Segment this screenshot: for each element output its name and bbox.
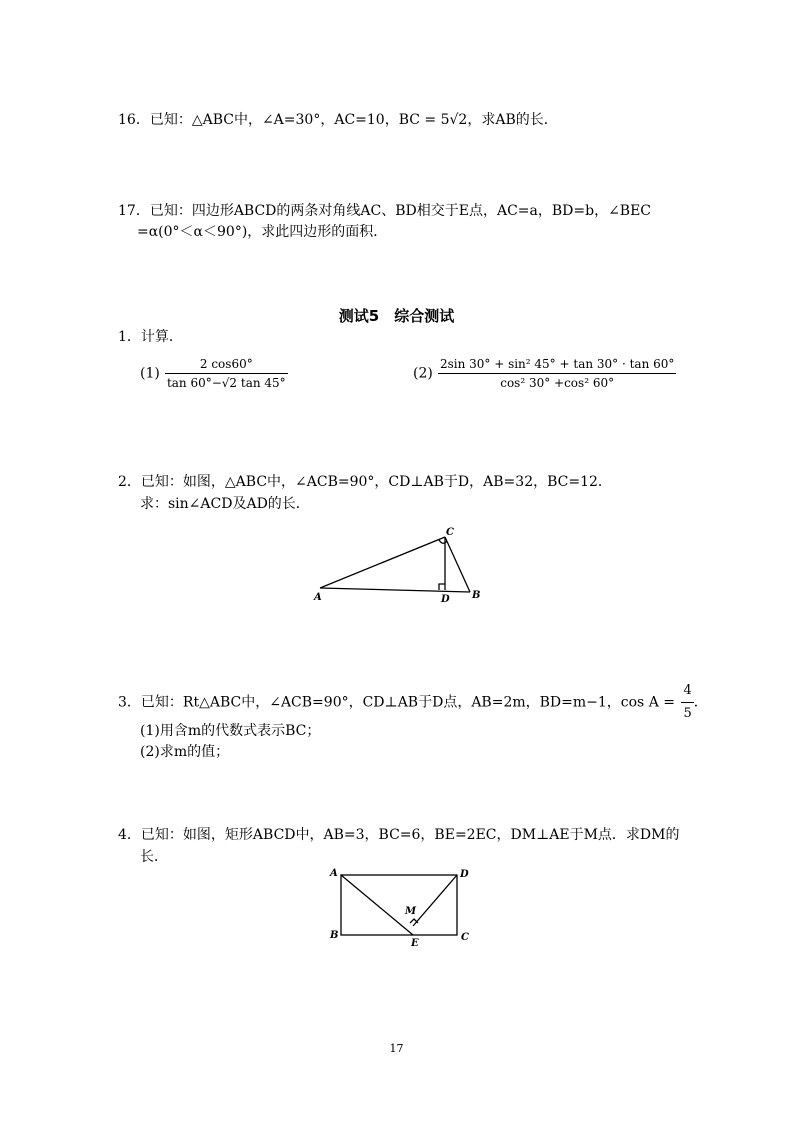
- section-title: 测试5 综合测试: [338, 307, 455, 325]
- label-m: M: [405, 906, 417, 917]
- question-3-sub2: (2)求m的值；: [140, 744, 230, 760]
- part1-denominator: tan 60°−√2 tan 45°: [166, 376, 286, 390]
- segment-ab: [320, 588, 470, 592]
- part2-denominator: cos² 30° +cos² 60°: [500, 376, 615, 390]
- label-d: D: [441, 594, 450, 605]
- question-4-line1: 4．已知：如图，矩形ABCD中，AB=3，BC=6，BE=2EC，DM⊥AE于M点．求DM的: [118, 827, 680, 843]
- question-3-end: ．: [693, 694, 708, 711]
- label-b: B: [472, 590, 481, 601]
- angle-mark-c: [439, 540, 447, 543]
- question-2-line2: 求：sin∠ACD及AD的长．: [140, 496, 310, 512]
- label-c: C: [446, 527, 454, 538]
- part1-numerator: 2 cos60°: [165, 357, 288, 374]
- right-angle-mark-m: [410, 919, 418, 923]
- page-number: 17: [389, 1042, 404, 1055]
- cos-a-fraction: [681, 682, 693, 723]
- question-1-part1: [140, 357, 288, 390]
- part1-fraction: [165, 357, 288, 390]
- label-b: B: [330, 930, 339, 941]
- rectangle-figure: [325, 862, 475, 952]
- label-c: C: [461, 932, 469, 943]
- label-d: D: [460, 869, 469, 880]
- part2-numerator: 2sin 30° + sin² 45° + tan 30° · tan 60°: [438, 357, 676, 374]
- question-1-label: 1．计算．: [118, 329, 183, 345]
- part2-fraction: [438, 357, 676, 390]
- cos-a-denominator: 5: [683, 706, 692, 721]
- segment-dm: [413, 875, 457, 926]
- question-3-line1: [118, 682, 708, 723]
- rectangle-abcd: [341, 875, 457, 935]
- label-a: A: [330, 868, 338, 879]
- label-e: E: [411, 938, 419, 949]
- cos-a-numerator: 4: [681, 682, 693, 703]
- question-3-text: 3．已知：Rt△ABC中，∠ACB=90°，CD⊥AB于D点，AB=2m，BD=m−1，cos A =: [118, 694, 675, 711]
- label-a: A: [314, 592, 322, 603]
- question-17-line2: =α(0°＜α＜90°)，求此四边形的面积．: [137, 224, 388, 240]
- question-2-line1: 2．已知：如图，△ABC中，∠ACB=90°，CD⊥AB于D，AB=32，BC=12．: [118, 474, 612, 490]
- part1-label: (1): [140, 365, 160, 382]
- triangle-figure: [300, 520, 500, 610]
- segment-ae: [341, 875, 413, 935]
- question-17-line1: 17．已知：四边形ABCD的两条对角线AC、BD相交于E点，AC=a，BD=b，∠BEC: [118, 203, 652, 219]
- segment-bc: [445, 537, 470, 592]
- question-4-line2: 长．: [140, 849, 168, 865]
- part2-label: (2): [413, 365, 433, 382]
- question-16: 16．已知：△ABC中，∠A=30°，AC=10，BC = 5√2，求AB的长．: [118, 112, 558, 128]
- segment-ac: [320, 537, 445, 588]
- question-1-part2: [413, 357, 676, 390]
- question-3-sub1: (1)用含m的代数式表示BC；: [140, 723, 321, 739]
- right-angle-mark-d: [439, 584, 445, 590]
